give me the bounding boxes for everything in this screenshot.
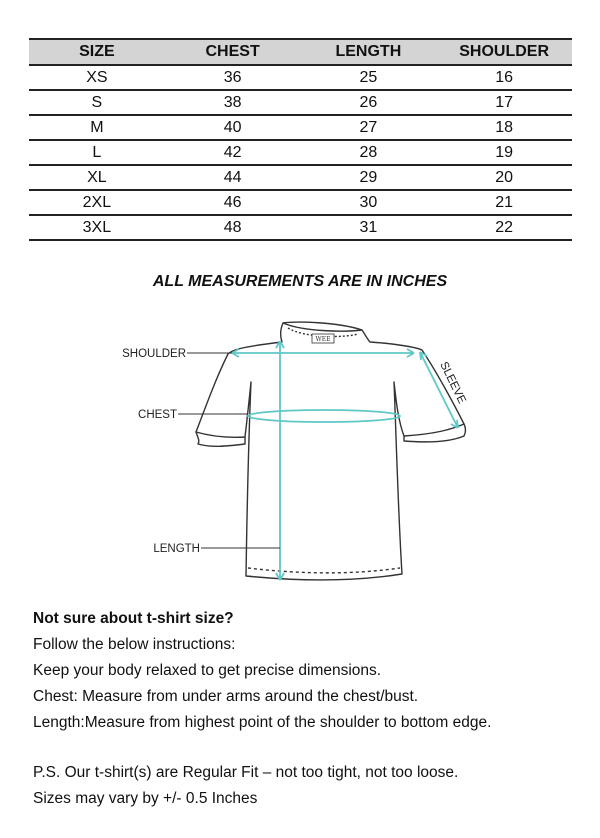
size-cell: M bbox=[29, 115, 165, 140]
sleeve-label: SLEEVE bbox=[437, 360, 468, 406]
instruction-line: Chest: Measure from under arms around the chest/bust. bbox=[33, 688, 419, 705]
length-label: LENGTH bbox=[153, 543, 200, 555]
table-row bbox=[29, 90, 572, 115]
table-row bbox=[29, 140, 572, 165]
tshirt-outline bbox=[194, 320, 472, 581]
header-chest: CHEST bbox=[165, 39, 301, 65]
header-size: SIZE bbox=[29, 39, 165, 65]
size-cell: 2XL bbox=[29, 190, 165, 215]
length-cell: 31 bbox=[301, 215, 437, 240]
header-shoulder: SHOULDER bbox=[436, 39, 572, 65]
size-chart-table bbox=[29, 38, 572, 241]
chest-cell: 46 bbox=[165, 190, 301, 215]
chest-cell: 48 bbox=[165, 215, 301, 240]
table-row bbox=[29, 215, 572, 240]
chest-label: CHEST bbox=[138, 409, 177, 421]
chest-cell: 44 bbox=[165, 165, 301, 190]
shoulder-cell: 22 bbox=[436, 215, 572, 240]
chest-cell: 42 bbox=[165, 140, 301, 165]
shoulder-cell: 20 bbox=[436, 165, 572, 190]
table-row bbox=[29, 190, 572, 215]
size-cell: 3XL bbox=[29, 215, 165, 240]
instructions-heading: Not sure about t-shirt size? bbox=[33, 610, 234, 627]
shoulder-cell: 18 bbox=[436, 115, 572, 140]
instruction-line: Length:Measure from highest point of the shoulder to bottom edge. bbox=[33, 714, 492, 731]
length-cell: 29 bbox=[301, 165, 437, 190]
length-cell: 26 bbox=[301, 90, 437, 115]
chest-cell: 38 bbox=[165, 90, 301, 115]
instruction-line: Follow the below instructions: bbox=[33, 636, 236, 653]
table-row bbox=[29, 65, 572, 90]
length-cell: 27 bbox=[301, 115, 437, 140]
size-cell: XS bbox=[29, 65, 165, 90]
label-leader-lines bbox=[178, 353, 280, 548]
size-cell: L bbox=[29, 140, 165, 165]
table-row bbox=[29, 115, 572, 140]
length-cell: 28 bbox=[301, 140, 437, 165]
size-cell: S bbox=[29, 90, 165, 115]
shoulder-cell: 16 bbox=[436, 65, 572, 90]
measurement-lines bbox=[232, 341, 458, 580]
instruction-line: Keep your body relaxed to get precise dimensions. bbox=[33, 662, 382, 679]
size-cell: XL bbox=[29, 165, 165, 190]
shoulder-cell: 17 bbox=[436, 90, 572, 115]
table-header-row bbox=[29, 39, 572, 65]
neck-tag-text: WEE bbox=[315, 336, 331, 343]
length-cell: 25 bbox=[301, 65, 437, 90]
measurement-units-note: ALL MEASUREMENTS ARE IN INCHES bbox=[152, 273, 448, 290]
chest-measure-ellipse bbox=[248, 410, 400, 422]
tshirt-measurement-diagram bbox=[100, 310, 480, 590]
ps-tolerance-note: Sizes may vary by +/- 0.5 Inches bbox=[33, 790, 258, 807]
table-row bbox=[29, 165, 572, 190]
sizing-instructions bbox=[33, 606, 593, 812]
shoulder-label: SHOULDER bbox=[122, 348, 186, 360]
chest-cell: 40 bbox=[165, 115, 301, 140]
shoulder-cell: 21 bbox=[436, 190, 572, 215]
spacer bbox=[33, 736, 593, 760]
length-cell: 30 bbox=[301, 190, 437, 215]
header-length: LENGTH bbox=[301, 39, 437, 65]
ps-fit-note: P.S. Our t-shirt(s) are Regular Fit – not too tight, not too loose. bbox=[33, 764, 459, 781]
chest-cell: 36 bbox=[165, 65, 301, 90]
shoulder-cell: 19 bbox=[436, 140, 572, 165]
measurement-labels bbox=[122, 348, 468, 555]
